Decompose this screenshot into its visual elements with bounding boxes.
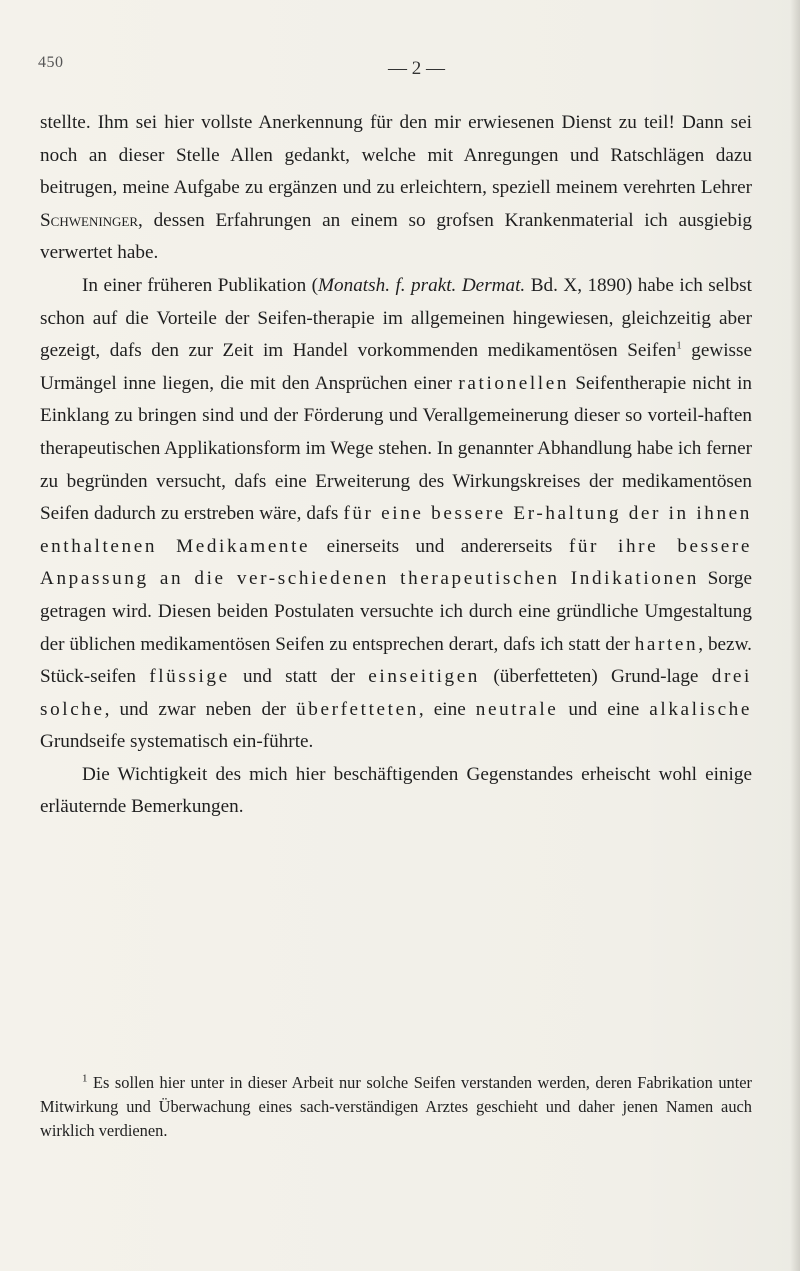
footnote-reference: 1 <box>676 339 682 352</box>
p2-text-l: und eine <box>558 698 650 720</box>
emphasis-anpassung: für ihre bessere Anpassung an die ver-schiedenen therapeutischen Indikationen <box>40 535 752 590</box>
emphasis-neutrale: neutrale <box>475 698 559 720</box>
emphasis-rationellen: rationellen <box>458 372 570 394</box>
p2-text-a: In einer früheren Publikation ( <box>82 274 319 296</box>
p2-text-g: , bezw. Stück-seifen <box>40 633 752 688</box>
p1-text-b: , dessen Erfahrungen an einem so grofsen Krankenmaterial ich ausgiebig verwertet habe. <box>40 209 752 264</box>
emphasis-fluessige: flüssige <box>149 666 230 688</box>
footnote <box>40 1071 752 1142</box>
p2-text-m: Grundseife systematisch ein-führte. <box>40 731 314 753</box>
footnote-marker: 1 <box>82 1072 88 1085</box>
footnote-text: Es sollen hier unter in dieser Arbeit nur solche Seifen verstanden werden, deren Fabrikation unter Mitwirkung und Überwachung eines sach-verständigen Arztes geschieht und daher jenen Namen auch wirklich verdienen. <box>40 1073 752 1140</box>
p2-text-k: , eine <box>418 698 476 720</box>
p2-text-b: Bd. X, 1890) habe ich selbst schon auf die Vorteile der Seifen-therapie im allgemeinen hingewiesen, gleichzeitig aber gezeigt, dafs den zur Zeit im Handel vorkommenden medikamentösen Seifen <box>40 274 752 362</box>
p1-text-a: stellte. Ihm sei hier vollste Anerkennung für den mir erwiesenen Dienst zu teil! Dann sei noch an dieser Stelle Allen gedankt, welche mit Anregungen und Ratschlägen dazu beitrugen, meine Aufgabe zu ergänzen und zu erleichtern, speziell meinem verehrten Lehrer <box>40 112 752 199</box>
author-name-schweninger: Schweninger <box>40 209 139 231</box>
paragraph-3: Die Wichtigkeit des mich hier beschäftigenden Gegenstandes erheischt wohl einige erläuternde Bemerkungen. <box>40 763 752 818</box>
folio-stamp: 450 <box>38 54 64 71</box>
emphasis-erhaltung: für eine bessere Er-haltung der in ihnen enthaltenen Medikamente <box>40 503 752 557</box>
emphasis-alkalische: alkalische <box>649 698 752 720</box>
p2-text-e: einerseits und andererseits <box>310 535 569 557</box>
emphasis-harten: harten <box>634 633 699 655</box>
paragraph-1 <box>40 107 752 270</box>
p2-text-f: Sorge getragen wird. Diesen beiden Postulaten versuchte ich durch eine gründliche Umgestaltung der üblichen medikamentösen Seifen zu entsprechen derart, dafs ich statt der <box>40 568 752 655</box>
p2-text-h: und statt der <box>229 666 369 688</box>
p2-text-i: (überfetteten) Grund-lage <box>480 666 712 688</box>
p2-text-j: , und zwar neben der <box>104 698 297 720</box>
emphasis-drei-solche: drei solche <box>40 666 752 720</box>
emphasis-ueberfetteten: überfetteten <box>296 698 419 720</box>
page-number: — 2 — <box>388 58 445 79</box>
emphasis-einseitigen: einseitigen <box>368 666 481 688</box>
body-text <box>40 107 752 824</box>
p2-text-c: gewisse Urmängel inne liegen, die mit den Ansprüchen einer <box>40 340 753 394</box>
page-edge-shadow <box>790 0 800 1271</box>
paragraph-2 <box>40 270 752 759</box>
p2-text-d: Seifentherapie nicht in Einklang zu bringen sind und der Förderung und Verallgemeinerung dieser so vorteil-haften therapeutischen Applikationsform im Wege stehen. In genannter Abhandlung habe ich ferner zu begründen versucht, dafs eine Erweiterung des Wirkungskreises der medikamentösen Seifen dadurch zu erstreben wäre, dafs <box>40 372 752 525</box>
citation-journal: Monatsh. f. prakt. Dermat. <box>318 274 526 296</box>
